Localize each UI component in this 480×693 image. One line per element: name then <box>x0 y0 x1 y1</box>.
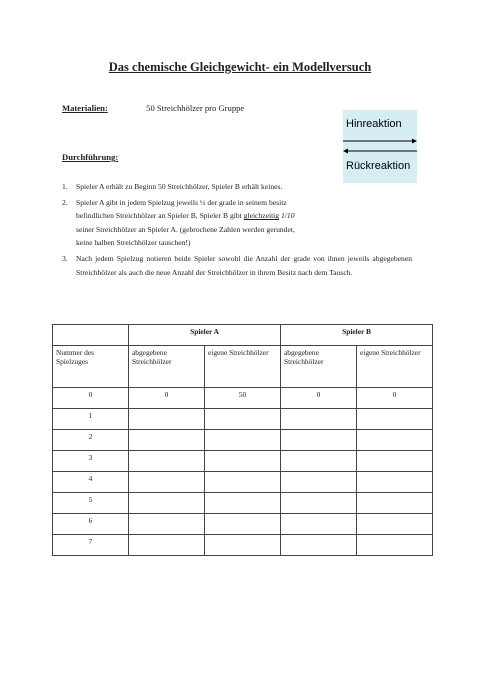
b-own-cell[interactable] <box>357 493 433 514</box>
page-title: Das chemische Gleichgewicht- ein Modellversuch <box>108 60 372 74</box>
player-a-header: Spieler A <box>129 325 281 346</box>
b-given-cell[interactable] <box>281 430 357 451</box>
b-own-cell: 0 <box>357 388 433 409</box>
table-row <box>53 493 433 514</box>
b-own-cell[interactable] <box>357 430 433 451</box>
a-own-cell[interactable] <box>205 535 281 556</box>
materials-value: 50 Streichhölzer pro Gruppe <box>146 103 245 113</box>
a-given-cell[interactable] <box>129 472 205 493</box>
step-text-line: Spieler A gibt in jedem Spielzug jeweils ½ der grade in seinem besitz <box>76 197 287 207</box>
a-own-cell[interactable] <box>205 430 281 451</box>
step-number: 1. <box>62 182 68 191</box>
a-given-cell[interactable] <box>129 535 205 556</box>
a-given-cell[interactable] <box>129 409 205 430</box>
forward-reaction-label: Hinreaktion <box>346 118 402 130</box>
a-own-column-header: eigene Streichhölzer <box>205 346 281 388</box>
fraction-text: 1/10 <box>281 211 295 221</box>
emphasis-text: gleichzeitig <box>243 211 280 221</box>
b-own-cell[interactable] <box>357 409 433 430</box>
b-given-cell[interactable] <box>281 535 357 556</box>
table-group-header <box>53 325 433 346</box>
b-own-cell[interactable] <box>357 514 433 535</box>
table-row <box>53 430 433 451</box>
procedure-heading: Durchführung: <box>62 152 119 162</box>
step-number: 2. <box>62 197 68 207</box>
empty-header-cell <box>53 325 129 346</box>
materials-label: Materialien: <box>62 103 108 113</box>
step-text-line: seiner Streichhölzer an Spieler A. (gebrochene Zahlen werden gerundet, <box>76 224 295 234</box>
list-item <box>62 196 412 250</box>
table-row <box>53 514 433 535</box>
a-given-cell[interactable] <box>129 430 205 451</box>
table-row <box>53 388 433 409</box>
table-column-header <box>53 346 433 388</box>
step-text: Spieler A erhält zu Beginn 50 Streichhölzer, Spieler B erhält keines. <box>76 182 283 191</box>
round-column-header: Nummer des Spielzuges <box>53 346 129 388</box>
b-own-cell[interactable] <box>357 472 433 493</box>
b-given-cell[interactable] <box>281 514 357 535</box>
round-cell: 1 <box>53 409 129 430</box>
round-cell: 2 <box>53 430 129 451</box>
b-own-cell[interactable] <box>357 451 433 472</box>
a-own-cell[interactable] <box>205 472 281 493</box>
backward-arrow-head <box>343 149 348 154</box>
b-given-cell[interactable] <box>281 451 357 472</box>
player-b-header: Spieler B <box>281 325 433 346</box>
step-text: befindlichen Streichhölzer an Spieler B, Spieler B gibt <box>76 211 242 221</box>
backward-reaction-label: Rückreaktion <box>346 160 411 172</box>
round-cell: 7 <box>53 535 129 556</box>
a-own-cell: 50 <box>205 388 281 409</box>
list-item <box>62 252 412 279</box>
b-given-cell[interactable] <box>281 409 357 430</box>
b-own-cell[interactable] <box>357 535 433 556</box>
a-given-cell[interactable] <box>129 451 205 472</box>
round-cell: 3 <box>53 451 129 472</box>
a-own-cell[interactable] <box>205 451 281 472</box>
table-row <box>53 535 433 556</box>
b-given-cell[interactable] <box>281 472 357 493</box>
table-row <box>53 451 433 472</box>
a-own-cell[interactable] <box>205 514 281 535</box>
table-row <box>53 409 433 430</box>
step-text: Nach jedem Spielzug notieren beide Spieler sowohl die Anzahl der grade von ihnen jeweils abgegebenen Streichhölzer als auch die neue Anzahl der Streichhölzer in ihrem Besitz nach dem Tausch. <box>76 253 412 277</box>
a-given-column-header: abgegebene Streichhölzer <box>129 346 205 388</box>
round-cell: 6 <box>53 514 129 535</box>
step-text-line <box>76 209 412 223</box>
a-given-cell[interactable] <box>129 514 205 535</box>
b-given-cell[interactable] <box>281 493 357 514</box>
b-given-cell: 0 <box>281 388 357 409</box>
results-table <box>52 324 433 556</box>
reaction-diagram <box>343 110 417 183</box>
a-given-cell: 0 <box>129 388 205 409</box>
materials-line <box>62 103 244 113</box>
b-own-column-header: eigene Streichhölzer <box>357 346 433 388</box>
round-cell: 5 <box>53 493 129 514</box>
b-given-column-header: abgegebene Streichhölzer <box>281 346 357 388</box>
a-own-cell[interactable] <box>205 493 281 514</box>
list-item <box>62 180 412 194</box>
step-text-line: keine halben Streichhölzer tauschen!) <box>76 238 191 248</box>
round-cell: 0 <box>53 388 129 409</box>
forward-arrow-head <box>412 139 417 144</box>
table-row <box>53 472 433 493</box>
a-given-cell[interactable] <box>129 493 205 514</box>
procedure-list <box>62 180 412 281</box>
a-own-cell[interactable] <box>205 409 281 430</box>
round-cell: 4 <box>53 472 129 493</box>
step-number: 3. <box>62 253 68 263</box>
